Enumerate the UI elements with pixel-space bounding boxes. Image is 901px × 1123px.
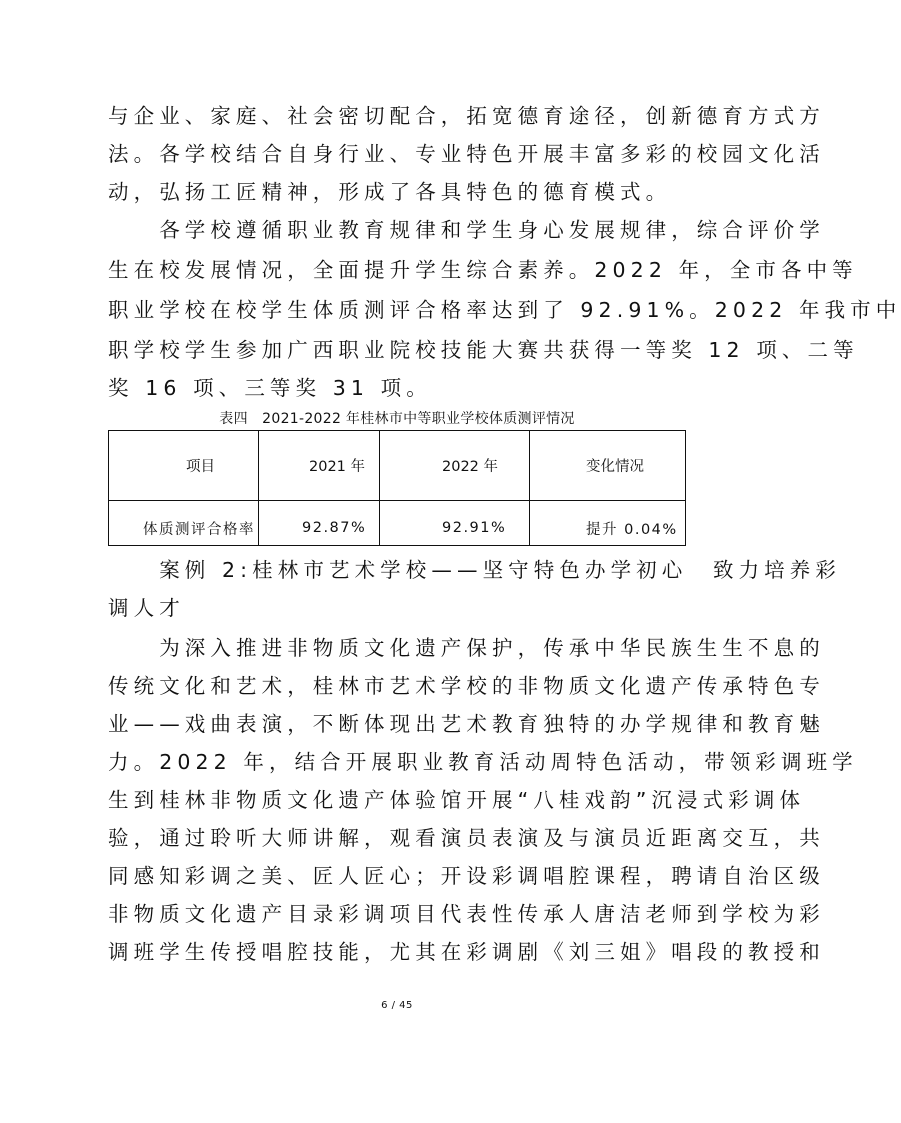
- paragraph-line: 调班学生传授唱腔技能，尤其在彩调剧《刘三姐》唱段的教授和: [108, 940, 825, 964]
- paragraph-line: 非物质文化遗产目录彩调项目代表性传承人唐洁老师到学校为彩: [108, 902, 825, 926]
- paragraph-line: 法。各学校结合自身行业、专业特色开展丰富多彩的校园文化活: [108, 142, 825, 166]
- table-cell: [109, 501, 259, 546]
- case-title-line: 调人才: [108, 596, 185, 620]
- paragraph-line: 力。2022 年，结合开展职业教育活动周特色活动，带领彩调班学: [108, 750, 858, 774]
- physical-test-table: [108, 430, 686, 546]
- table-caption: 表四 2021-2022 年桂林市中等职业学校体质测评情况: [219, 411, 575, 427]
- paragraph-line: 生到桂林非物质文化遗产体验馆开展“八桂戏韵”沉浸式彩调体: [108, 788, 806, 812]
- paragraph-line: 奖 16 项、三等奖 31 项。: [108, 376, 432, 400]
- paragraph-line: 职学校学生参加广西职业院校技能大赛共获得一等奖 12 项、二等: [108, 338, 859, 362]
- header-item: 项目: [186, 459, 215, 475]
- paragraph-line: 动，弘扬工匠精神，形成了各具特色的德育模式。: [108, 180, 672, 204]
- table-header-cell: [259, 431, 380, 501]
- header-2022: 2022 年: [442, 459, 499, 475]
- table-header-cell: [530, 431, 686, 501]
- row-label: 体质测评合格率: [143, 521, 255, 538]
- paragraph-line: 验，通过聆听大师讲解，观看演员表演及与演员近距离交互，共: [108, 826, 825, 850]
- header-change: 变化情况: [586, 459, 644, 475]
- table-cell: [530, 501, 686, 546]
- paragraph-line: 为深入推进非物质文化遗产保护，传承中华民族生生不息的: [108, 636, 825, 660]
- value-change: 提升 0.04%: [586, 521, 678, 538]
- paragraph-line: 与企业、家庭、社会密切配合，拓宽德育途径，创新德育方式方: [108, 104, 825, 128]
- table-cell: [380, 501, 530, 546]
- value-2021: 92.87%: [302, 520, 367, 536]
- paragraph-line: 职业学校在校学生体质测评合格率达到了 92.91%。2022 年我市中: [108, 298, 901, 322]
- paragraph-line: 传统文化和艺术，桂林市艺术学校的非物质文化遗产传承特色专: [108, 674, 825, 698]
- paragraph-line: 生在校发展情况，全面提升学生综合素养。2022 年，全市各中等: [108, 258, 858, 282]
- table-row: [109, 501, 686, 546]
- page-number: 6 / 45: [381, 1000, 413, 1011]
- table-header-row: [109, 431, 686, 501]
- paragraph-line: 业——戏曲表演，不断体现出艺术教育独特的办学规律和教育魅: [108, 712, 825, 736]
- value-2022: 92.91%: [442, 520, 507, 536]
- table-header-cell: [109, 431, 259, 501]
- case-title-line: 案例 2:桂林市艺术学校——坚守特色办学初心 致力培养彩: [108, 558, 841, 582]
- paragraph-line: 同感知彩调之美、匠人匠心；开设彩调唱腔课程，聘请自治区级: [108, 864, 825, 888]
- header-2021: 2021 年: [309, 459, 366, 475]
- table-cell: [259, 501, 380, 546]
- table-header-cell: [380, 431, 530, 501]
- paragraph-line: 各学校遵循职业教育规律和学生身心发展规律，综合评价学: [108, 218, 825, 242]
